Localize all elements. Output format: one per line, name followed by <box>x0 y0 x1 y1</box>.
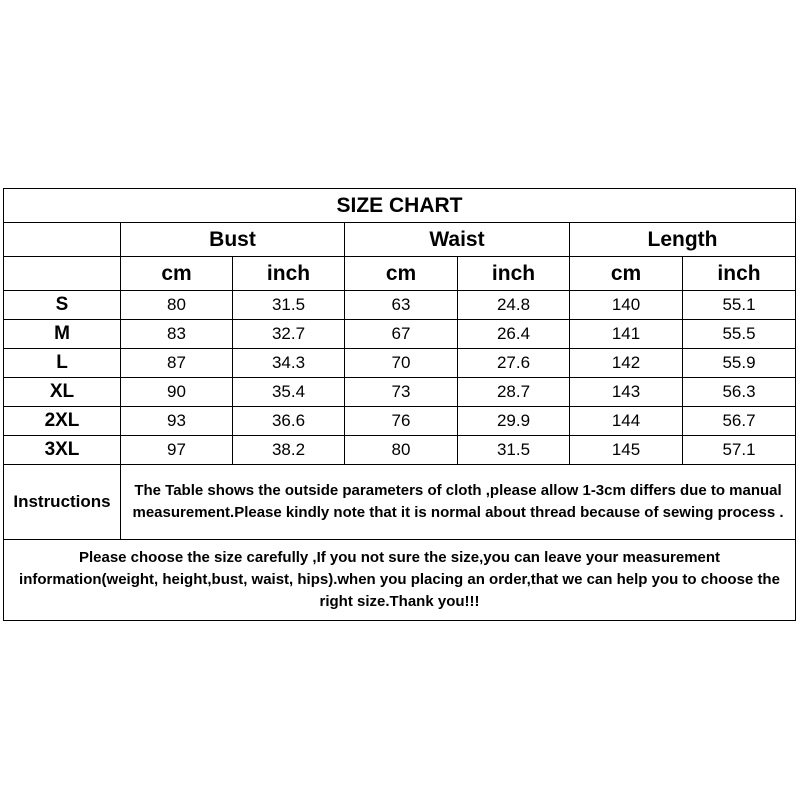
length-inch-cell: 55.9 <box>683 349 796 378</box>
table-row <box>4 291 796 320</box>
bust-inch-cell: 32.7 <box>233 320 345 349</box>
length-cm-cell: 144 <box>570 407 683 436</box>
unit-header-inch: inch <box>233 257 345 291</box>
unit-header-inch: inch <box>458 257 570 291</box>
bust-cm-cell: 90 <box>121 378 233 407</box>
length-inch-cell: 57.1 <box>683 436 796 465</box>
bust-cm-cell: 80 <box>121 291 233 320</box>
footer-note: Please choose the size carefully ,If you not sure the size,you can leave your measurement information(weight, height,bust, waist, hips).when you placing an order,that we can help you to choose the right size.Thank you!!! <box>4 540 796 621</box>
bust-cm-cell: 83 <box>121 320 233 349</box>
bust-inch-cell: 36.6 <box>233 407 345 436</box>
length-inch-cell: 56.3 <box>683 378 796 407</box>
waist-cm-cell: 73 <box>345 378 458 407</box>
group-header-length: Length <box>570 223 796 257</box>
waist-inch-cell: 31.5 <box>458 436 570 465</box>
size-label: L <box>4 349 121 378</box>
waist-inch-cell: 26.4 <box>458 320 570 349</box>
waist-inch-cell: 24.8 <box>458 291 570 320</box>
waist-cm-cell: 67 <box>345 320 458 349</box>
length-inch-cell: 55.5 <box>683 320 796 349</box>
waist-inch-cell: 27.6 <box>458 349 570 378</box>
waist-cm-cell: 76 <box>345 407 458 436</box>
table-row <box>4 436 796 465</box>
bust-cm-cell: 93 <box>121 407 233 436</box>
group-header-bust: Bust <box>121 223 345 257</box>
table-row <box>4 320 796 349</box>
chart-title: SIZE CHART <box>4 189 796 223</box>
size-chart-table <box>3 188 796 621</box>
unit-header-cm: cm <box>570 257 683 291</box>
length-cm-cell: 141 <box>570 320 683 349</box>
size-label: M <box>4 320 121 349</box>
unit-header-cm: cm <box>121 257 233 291</box>
group-header-waist: Waist <box>345 223 570 257</box>
corner-cell <box>4 223 121 257</box>
length-cm-cell: 143 <box>570 378 683 407</box>
length-inch-cell: 56.7 <box>683 407 796 436</box>
length-cm-cell: 140 <box>570 291 683 320</box>
waist-inch-cell: 28.7 <box>458 378 570 407</box>
bust-inch-cell: 38.2 <box>233 436 345 465</box>
length-inch-cell: 55.1 <box>683 291 796 320</box>
waist-inch-cell: 29.9 <box>458 407 570 436</box>
bust-cm-cell: 97 <box>121 436 233 465</box>
length-cm-cell: 142 <box>570 349 683 378</box>
bust-inch-cell: 35.4 <box>233 378 345 407</box>
size-chart-sheet <box>3 188 795 621</box>
table-row <box>4 378 796 407</box>
size-label: S <box>4 291 121 320</box>
waist-cm-cell: 63 <box>345 291 458 320</box>
corner-cell <box>4 257 121 291</box>
size-label: 3XL <box>4 436 121 465</box>
instructions-label: Instructions <box>4 465 121 540</box>
size-label: XL <box>4 378 121 407</box>
bust-cm-cell: 87 <box>121 349 233 378</box>
waist-cm-cell: 70 <box>345 349 458 378</box>
unit-header-inch: inch <box>683 257 796 291</box>
bust-inch-cell: 34.3 <box>233 349 345 378</box>
unit-header-cm: cm <box>345 257 458 291</box>
waist-cm-cell: 80 <box>345 436 458 465</box>
length-cm-cell: 145 <box>570 436 683 465</box>
table-row <box>4 349 796 378</box>
size-label: 2XL <box>4 407 121 436</box>
instructions-text: The Table shows the outside parameters of cloth ,please allow 1-3cm differs due to manual measurement.Please kindly note that it is normal about thread because of sewing process . <box>121 465 796 540</box>
table-row <box>4 407 796 436</box>
bust-inch-cell: 31.5 <box>233 291 345 320</box>
